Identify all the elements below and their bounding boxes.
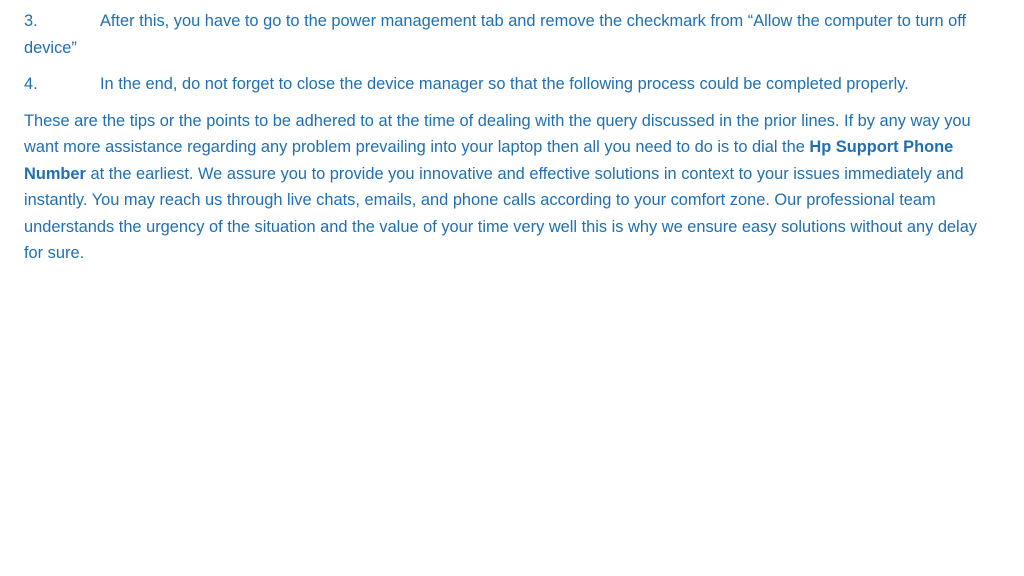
- step-4: [24, 71, 992, 98]
- step-number: 3.: [24, 12, 38, 30]
- paragraph-text-start: These are the tips or the points to be adhered to at the time of dealing with the query discussed in the prior lines. If by any way you want more assistance regarding any problem prevailing into your laptop then all you need to do is to dial the: [24, 111, 971, 156]
- step-text: In the end, do not forget to close the device manager so that the following process could be completed properly.: [100, 75, 909, 93]
- summary-paragraph: [24, 108, 992, 267]
- step-3: [24, 8, 992, 61]
- content-text-block: [24, 8, 992, 267]
- paragraph-text-end: at the earliest. We assure you to provide you innovative and effective solutions in context to your issues immediately and instantly. You may reach us through live chats, emails, and phone calls according to your comfort zone. Our professional team understands the urgency of the situation and the value of your time very well this is why we ensure easy solutions without any delay for sure.: [24, 164, 978, 262]
- step-number: 4.: [24, 75, 38, 93]
- support-phone-highlight: Hp Support Phone Number: [24, 138, 954, 183]
- step-text: After this, you have to go to the power management tab and remove the checkmark from “Allow the computer to turn off device”: [24, 12, 967, 57]
